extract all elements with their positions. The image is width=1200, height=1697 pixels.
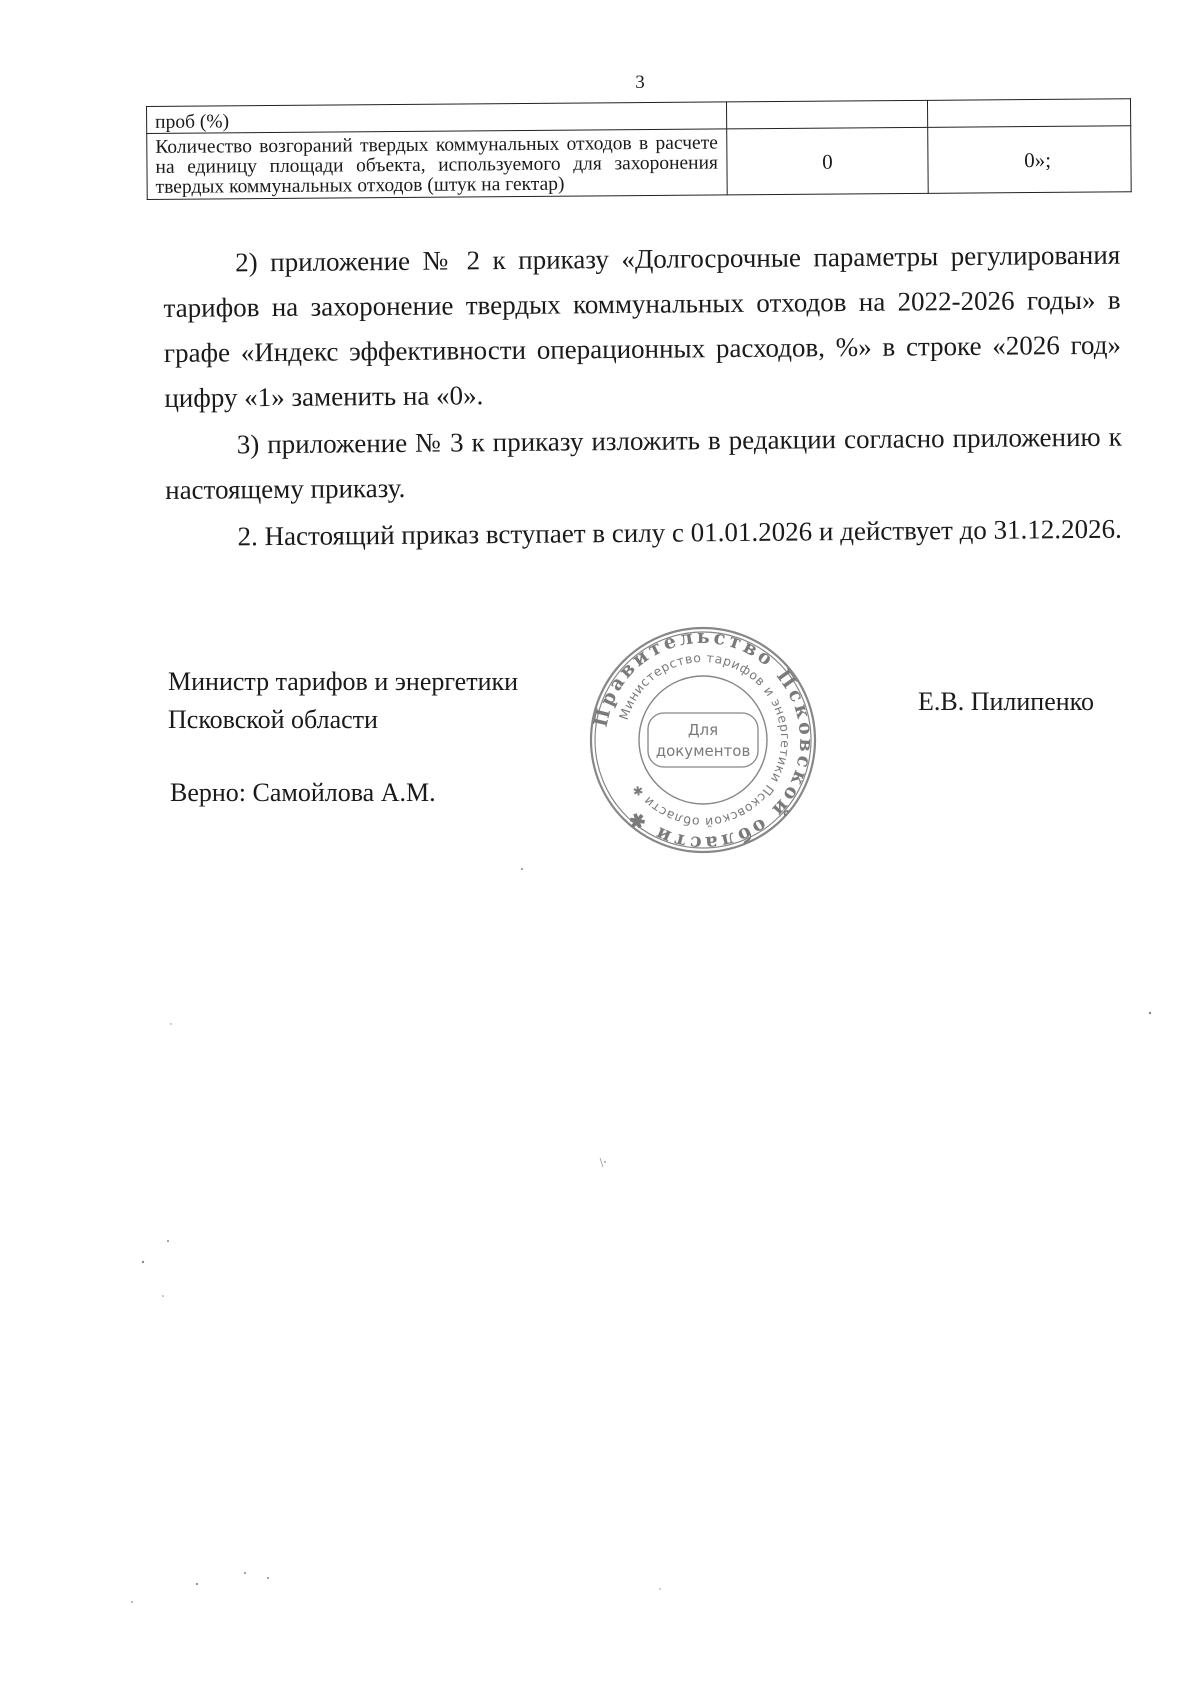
signatory-position-line-1: Министр тарифов и энергетики <box>168 667 519 696</box>
table-cell-value-2 <box>928 99 1131 128</box>
stamp-inner-text: Министерство тарифов и энергетики Псковской области ✱ <box>615 649 794 831</box>
page-number: 3 <box>635 72 645 93</box>
official-stamp <box>588 625 818 855</box>
signatory-name: Е.В. Пилипенко <box>918 687 1094 716</box>
paragraph-effective-date: 2. Настоящий приказ вступает в силу с 01.01.2026 и действует до 31.12.2026. <box>237 513 1122 552</box>
table-cell-label: проб (%) <box>147 102 727 134</box>
stamp-center-line-2: документов <box>655 742 751 760</box>
verified-copy-note: Верно: Самойлова А.М. <box>170 778 436 807</box>
signatory-position-line-2: Псковской области <box>168 705 378 734</box>
table-cell-value-2 <box>928 126 1131 194</box>
table-row <box>147 126 1131 200</box>
table-cell-label: Количество возгораний твердых коммунальных отходов в расчете на единицу площади объекта, используемого для захоронения твердых коммунальных отходов (штук на гектар) <box>147 129 727 200</box>
paragraph-appendix-3: 3) приложение № 3 к приказу изложить в редакции согласно приложению к настоящему приказу. <box>165 421 1122 505</box>
signatory-position <box>168 663 518 739</box>
paragraph-appendix-2: 2) приложение № 2 к приказу «Долгосрочные параметры регулирования тарифов на захоронение твердых коммунальных отходов на 2022-2026 годы» в графе «Индекс эффективности операционных расходов, %» в строке «2026 год» цифру «1» заменить на «0». <box>163 239 1122 413</box>
table-cell-value-1: 0 <box>726 127 928 195</box>
stamp-center-line-1: Для <box>687 721 719 739</box>
table-cell-value-1 <box>726 100 928 129</box>
indicator-table <box>146 98 1132 200</box>
table-cell-value-2-text: 0»; <box>1024 147 1052 172</box>
stamp-outer-text: Правительство Псковской области ✱ <box>589 625 818 855</box>
order-body <box>163 233 1123 560</box>
